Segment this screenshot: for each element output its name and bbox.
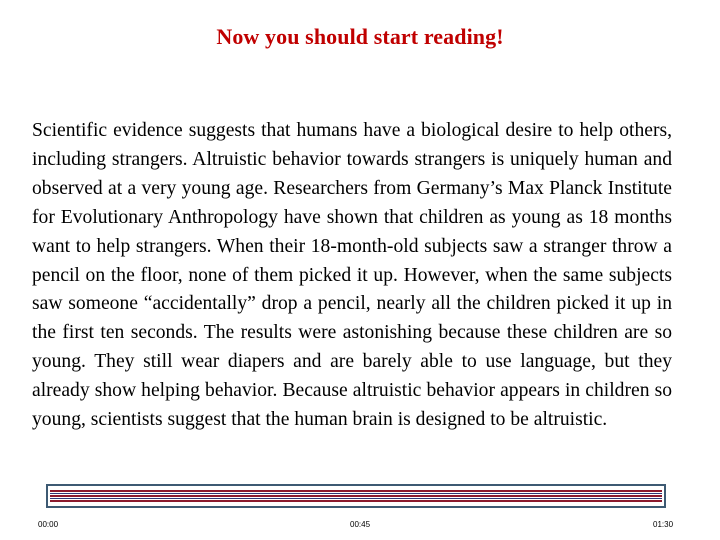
- reading-passage: Scientific evidence suggests that humans have a biological desire to help others, including strangers. Altruistic behavior towards strangers is uniquely human and observed at a very young age. Researchers from Germany’s Max Planck Institute for Evolutionary Anthropology have shown that children as young as 18 months want to help strangers. When their 18-month-old subjects saw a stranger throw a pencil on the floor, none of them picked it up. However, when the same subjects saw someone “accidentally” drop a pencil, nearly all the children picked it up in the first ten seconds. The results were astonishing because these children are so young. They still wear diapers and are barely able to use language, but they already show helping behavior. Because altruistic behavior appears in children so young, scientists suggest that the human brain is designed to be altruistic.: [32, 120, 672, 431]
- timer-label-mid: 00:45: [350, 520, 371, 529]
- timer-label-start: 00:00: [38, 520, 59, 529]
- timer-label-end: 01:30: [653, 520, 674, 529]
- timer-track: [50, 490, 662, 502]
- timer-bar: [46, 484, 666, 508]
- page-title: Now you should start reading!: [216, 24, 504, 49]
